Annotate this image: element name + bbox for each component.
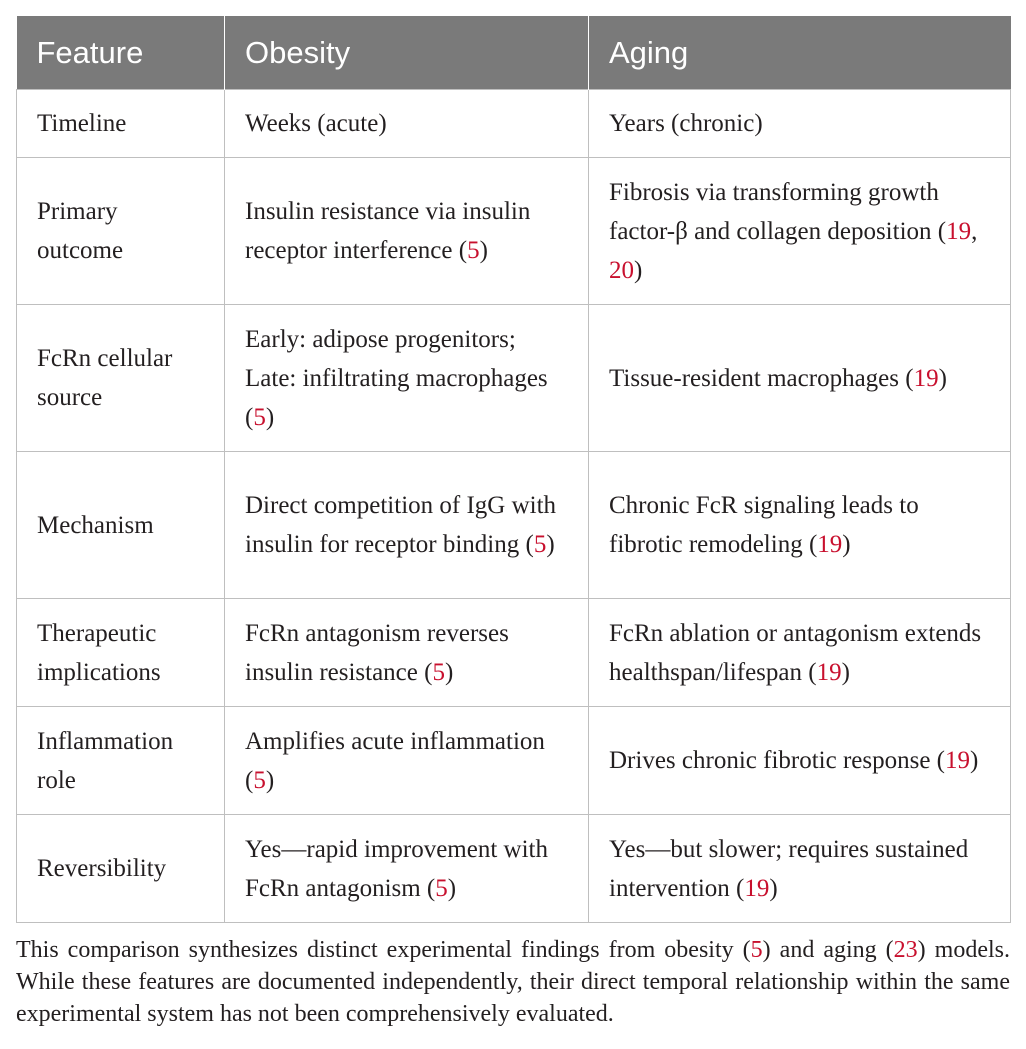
text-segment: ) — [769, 874, 778, 902]
text-segment: FcRn ablation or antagonism extends healthspan/lifespan ( — [609, 619, 982, 686]
text-segment: ) — [634, 256, 643, 284]
cell-feature: Reversibility — [17, 815, 225, 923]
cell-feature: Primary outcome — [17, 158, 225, 305]
text-segment: Tissue-resident macrophages ( — [609, 364, 914, 392]
table-row — [17, 707, 1011, 815]
text-segment: Direct competition of IgG with insulin for receptor binding ( — [245, 492, 557, 558]
table-footnote — [16, 934, 1010, 1030]
text-segment: ) models. While these features are documented independently, their direct temporal relationship within the same experimental system has not been comprehensively evaluated. — [16, 937, 1010, 1027]
text-segment: ) — [546, 531, 555, 558]
reference-link[interactable]: 5 — [750, 937, 763, 963]
text-segment: Amplifies acute inflammation ( — [245, 727, 545, 794]
text-segment: Yes—but slower; requires sustained intervention ( — [609, 835, 969, 902]
header-feature: Feature — [17, 16, 225, 90]
text-segment: ) — [970, 747, 979, 774]
cell-feature: Therapeutic implications — [17, 599, 225, 707]
text-segment: ) — [479, 237, 488, 264]
text-segment: This comparison synthesizes distinct experimental findings from obesity ( — [16, 937, 751, 963]
cell-obesity — [225, 305, 589, 452]
table-row — [17, 599, 1011, 707]
reference-link[interactable]: 19 — [816, 658, 842, 686]
text-segment: Yes—rapid improvement with FcRn antagonism ( — [245, 835, 548, 902]
text-segment: ) — [841, 658, 850, 686]
text-segment: ) — [265, 766, 275, 794]
text-segment: FcRn antagonism reverses insulin resistance ( — [245, 619, 509, 686]
text-segment: Fibrosis via transforming growth factor-β and collagen deposition ( — [609, 178, 947, 245]
reference-link[interactable]: 5 — [467, 237, 480, 264]
reference-link[interactable]: 19 — [817, 531, 843, 558]
cell-aging — [589, 158, 1011, 305]
cell-obesity — [225, 815, 589, 923]
cell-aging — [589, 815, 1011, 923]
text-segment: Early: adipose progenitors; Late: infiltrating macrophages ( — [245, 325, 548, 431]
reference-link[interactable]: 20 — [609, 256, 634, 284]
text-segment: Weeks (acute) — [245, 110, 387, 137]
table-header-row — [17, 16, 1011, 90]
cell-obesity — [225, 452, 589, 599]
cell-aging — [589, 452, 1011, 599]
text-segment: Insulin resistance via insulin receptor interference ( — [245, 198, 531, 264]
text-segment: Drives chronic fibrotic response ( — [609, 747, 945, 774]
text-segment: ) — [842, 531, 851, 558]
reference-link[interactable]: 23 — [893, 937, 918, 963]
text-segment: Years (chronic) — [609, 110, 763, 137]
cell-feature: Timeline — [17, 90, 225, 158]
text-segment: , — [971, 217, 978, 245]
text-segment: ) — [938, 364, 947, 392]
cell-aging — [589, 305, 1011, 452]
cell-feature: Mechanism — [17, 452, 225, 599]
reference-link[interactable]: 19 — [945, 747, 970, 774]
reference-link[interactable]: 5 — [253, 766, 266, 794]
cell-obesity — [225, 599, 589, 707]
reference-link[interactable]: 19 — [744, 874, 770, 902]
table-row — [17, 452, 1011, 599]
reference-link[interactable]: 19 — [946, 217, 972, 245]
reference-link[interactable]: 5 — [253, 403, 266, 431]
cell-feature: FcRn cellular source — [17, 305, 225, 452]
reference-link[interactable]: 19 — [913, 364, 939, 392]
header-obesity: Obesity — [225, 16, 589, 90]
text-segment: ) — [265, 403, 275, 431]
cell-aging — [589, 90, 1011, 158]
table-row — [17, 305, 1011, 452]
cell-obesity — [225, 158, 589, 305]
cell-aging — [589, 599, 1011, 707]
cell-obesity — [225, 707, 589, 815]
table-row — [17, 158, 1011, 305]
reference-link[interactable]: 5 — [533, 531, 547, 558]
text-segment: ) and aging ( — [762, 937, 894, 963]
text-segment: ) — [447, 874, 457, 902]
text-segment: ) — [444, 658, 454, 686]
header-aging: Aging — [589, 16, 1011, 90]
reference-link[interactable]: 5 — [432, 658, 445, 686]
comparison-table-container — [16, 16, 1010, 923]
comparison-table — [16, 16, 1011, 923]
reference-link[interactable]: 5 — [435, 874, 448, 902]
cell-aging — [589, 707, 1011, 815]
table-row — [17, 815, 1011, 923]
cell-feature: Inflammation role — [17, 707, 225, 815]
cell-obesity — [225, 90, 589, 158]
text-segment: Chronic FcR signaling leads to fibrotic remodeling ( — [609, 492, 919, 558]
table-row — [17, 90, 1011, 158]
